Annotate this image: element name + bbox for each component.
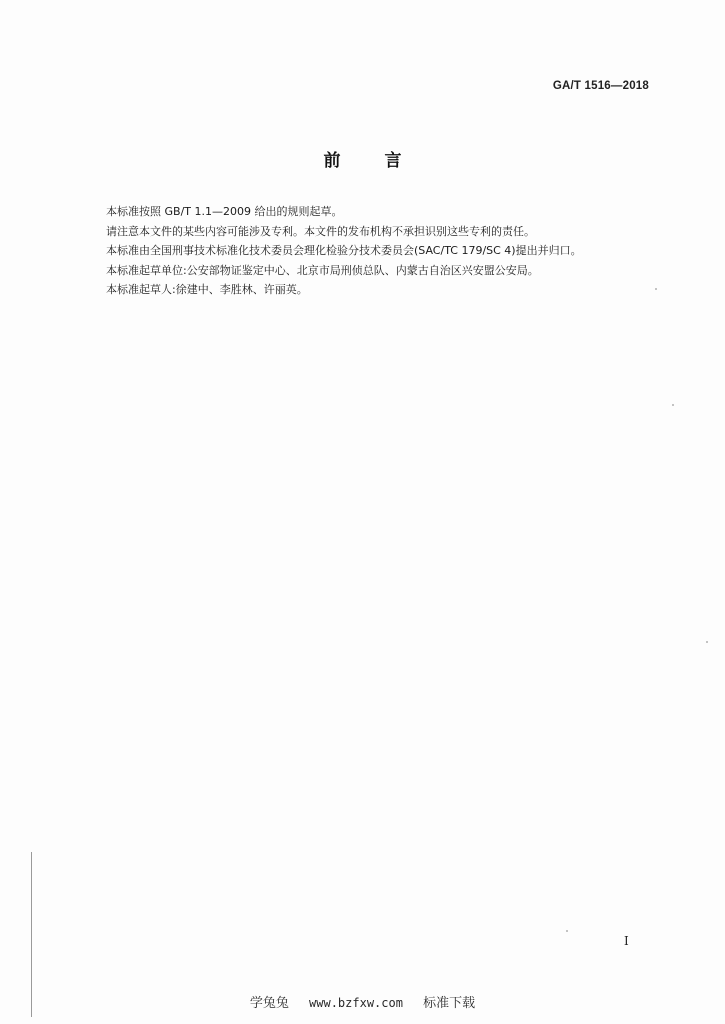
paragraph-drafting-units: 本标准起草单位:公安部物证鉴定中心、北京市局刑侦总队、内蒙古自治区兴安盟公安局。 [106, 263, 539, 277]
scan-speck [655, 288, 657, 290]
title-char-1: 前 [323, 151, 341, 171]
title-char-2: 言 [384, 151, 402, 171]
standard-code: GA/T 1516—2018 [552, 80, 649, 92]
paragraph-patent-notice: 请注意本文件的某些内容可能涉及专利。本文件的发布机构不承担识别这些专利的责任。 [106, 224, 535, 238]
scan-speck [706, 641, 708, 643]
paragraph-drafters: 本标准起草人:徐建中、李胜林、许丽英。 [106, 283, 308, 296]
footer-url-link[interactable]: www.bzfxw.com [309, 996, 403, 1010]
paragraph-proposer: 本标准由全国刑事技术标准化技术委员会理化检验分技术委员会(SAC/TC 179/SC 4)提出并归口。 [106, 244, 582, 257]
scan-speck [672, 404, 674, 406]
paragraph-drafting-rules: 本标准按照 GB/T 1.1—2009 给出的规则起草。 [106, 205, 343, 218]
footer-watermark [0, 992, 725, 1011]
footer-site-name: 学兔兔 [249, 996, 289, 1011]
page-number: I [624, 934, 629, 948]
page-title [0, 146, 725, 171]
foreword-body [82, 202, 662, 300]
scan-speck [566, 930, 568, 932]
footer-tagline: 标准下载 [423, 996, 476, 1011]
